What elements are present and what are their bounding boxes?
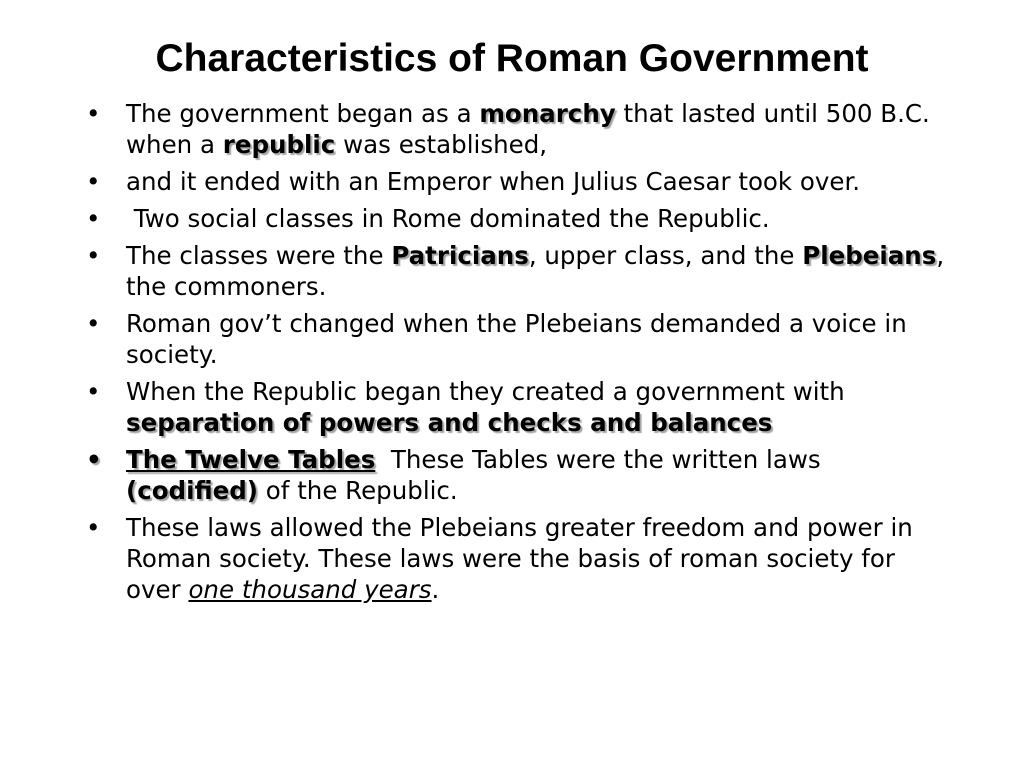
- bullet-item: [86, 98, 946, 160]
- keyword-one-thousand-years: one thousand years: [188, 575, 432, 604]
- bullet-item: [86, 240, 946, 302]
- bullet-icon: •: [86, 241, 101, 270]
- bullet-icon: •: [86, 445, 102, 474]
- bullet-icon: •: [86, 204, 101, 233]
- bullet-item: [86, 512, 946, 605]
- bullet-text: , upper class, and the: [528, 241, 803, 270]
- bullet-text: Two social classes in Rome dominated the Republic.: [126, 204, 770, 233]
- keyword-monarchy: monarchy: [479, 99, 616, 128]
- bullet-text: .: [431, 575, 440, 604]
- bullet-icon: •: [86, 309, 101, 338]
- bullet-icon: •: [86, 513, 101, 542]
- bullet-icon: •: [86, 377, 101, 406]
- slide-title: Characteristics of Roman Government: [155, 37, 869, 80]
- bullet-text: These laws allowed the Plebeians greater freedom and power in Roman society. These laws were the basis of roman society for over: [126, 513, 913, 604]
- keyword-republic: republic: [222, 130, 336, 159]
- bullet-text: Roman gov’t changed when the Plebeians demanded a voice in society.: [126, 309, 907, 369]
- bullet-item: [86, 444, 946, 506]
- bullet-text: of the Republic.: [258, 476, 458, 505]
- keyword-codified: (codified): [126, 476, 258, 505]
- bullet-list: [86, 98, 946, 611]
- bullet-icon: •: [86, 167, 101, 196]
- bullet-text: The classes were the: [126, 241, 392, 270]
- keyword-separation-of-powers: separation of powers and checks and balances: [126, 408, 773, 437]
- bullet-text: that lasted until 500 B.C. when a: [126, 99, 930, 159]
- bullet-text: , the commoners.: [126, 241, 945, 301]
- bullet-item: [86, 203, 946, 234]
- bullet-text: and it ended with an Emperor when Julius Caesar took over.: [126, 167, 861, 196]
- bullet-text: These Tables were the written laws: [375, 445, 829, 474]
- bullet-item: [86, 308, 946, 370]
- bullet-text: When the Republic began they created a government with: [126, 377, 845, 406]
- bullet-text: The government began as a: [126, 99, 480, 128]
- keyword-patricians: Patricians: [391, 241, 529, 270]
- bullet-item: [86, 376, 946, 438]
- keyword-twelve-tables: The Twelve Tables: [126, 445, 376, 474]
- bullet-icon: •: [86, 99, 101, 128]
- bullet-item: [86, 166, 946, 197]
- keyword-plebeians: Plebeians: [802, 241, 937, 270]
- bullet-text: was established,: [335, 130, 548, 159]
